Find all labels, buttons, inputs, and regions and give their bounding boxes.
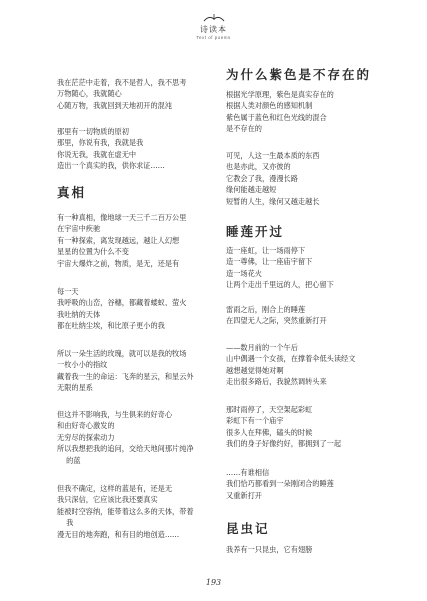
right-stanza-5: ——数月前的一个午后 山中偶遇一个女孩，在撑着伞低头读经文 越想越觉得她对啊 走出很多路后，我貌然调转头来 — [226, 343, 356, 387]
logo-title: 诗读本 — [200, 25, 227, 34]
section-heading-insects: 昆虫记 — [226, 521, 270, 536]
left-stanza-5: 所以一朵生活的玫瑰，就可以是我的牧场 一枚小小的指纹 藏着我一生的命运：飞奔的星云，和星云外 无限的星系 — [57, 349, 194, 393]
right-stanza-6: 那时雨停了，天空架起彩虹 彩虹下有一个庙宇 很多人在拜佛，磕头的时候 我们的身子好像约好，都拥到了一起 — [226, 405, 342, 449]
left-stanza-4: 每一天 我呼吸的山峦，谷穗，都藏着蝼蚁、萤火 我吐纳的天体 都在吐纳尘埃，和比原子更小的我 — [57, 287, 187, 331]
right-stanza-4: 雷雨之后，刚合上的睡莲 在四望无人之际，突然重新打开 — [226, 305, 327, 326]
section-heading-water-lily: 睡莲开过 — [226, 224, 285, 239]
left-stanza-1: 我在茫茫中走着，我不是哲人，我不思考 万物随心，我就随心 心随万物，我就回到天地初开的混沌 — [57, 78, 187, 110]
page-number: 193 — [205, 578, 222, 587]
book-logo — [0, 13, 427, 40]
right-stanza-8: 我养有一只昆虫，它有翅膀 — [226, 545, 313, 554]
right-stanza-7: ……有谁相信 我们恰巧都看到一朵刚闭合的睡莲 又重新打开 — [226, 468, 334, 500]
left-stanza-6: 但这并不影响我，与生俱来的好奇心 和由好奇心激发的 无穷尽的探索动力 所以我想把我的追问，交给天地间那片纯净 的蓝 — [57, 410, 194, 465]
book-logo-icon — [202, 13, 226, 23]
left-stanza-2: 那里有一切物质的原初 那里，你说有我，我就是我 你说无我，我就在虚无中 造出一个真实的我，供你求证…… — [57, 127, 165, 171]
section-heading-purple: 为什么紫色是不存在的 — [226, 67, 372, 82]
logo-subtitle: Text of poems — [196, 35, 231, 40]
right-stanza-2: 可见，人这一生最本质的东西 也是亦此，又亦彼的 它教会了我，漫漫长路 缘何能越走越短 短暂的人生，缘何又越走越长 — [226, 151, 320, 206]
left-stanza-7: 但我不确定，这样的蓝是有，还是无 我只深信，它应该比我还要真实 能被时空容纳，能带着这么多的天体，带着 我 漫无目的地奔跑，和有目的地创造…… — [57, 484, 194, 539]
right-stanza-1: 根据光学原理，紫色是真实存在的 根据人类对颜色的感知机制 紫色属于蓝色和红色光线的混合 是不存在的 — [226, 90, 334, 134]
left-stanza-3: 有一种真相，像地球一天三千二百万公里 在宇宙中疾驰 有一种探索，离发现越远，越让人幻想 星星的位置为什么不变 宇宙大爆炸之前，物质，是无，还是有 — [57, 213, 187, 268]
section-heading-truth: 真相 — [57, 185, 87, 200]
right-stanza-3: 造一座虹，让一场雨停下 造一尊佛，让一座庙宇留下 造一场花火 让两个走出千里远的人，把心留下 — [226, 246, 334, 290]
